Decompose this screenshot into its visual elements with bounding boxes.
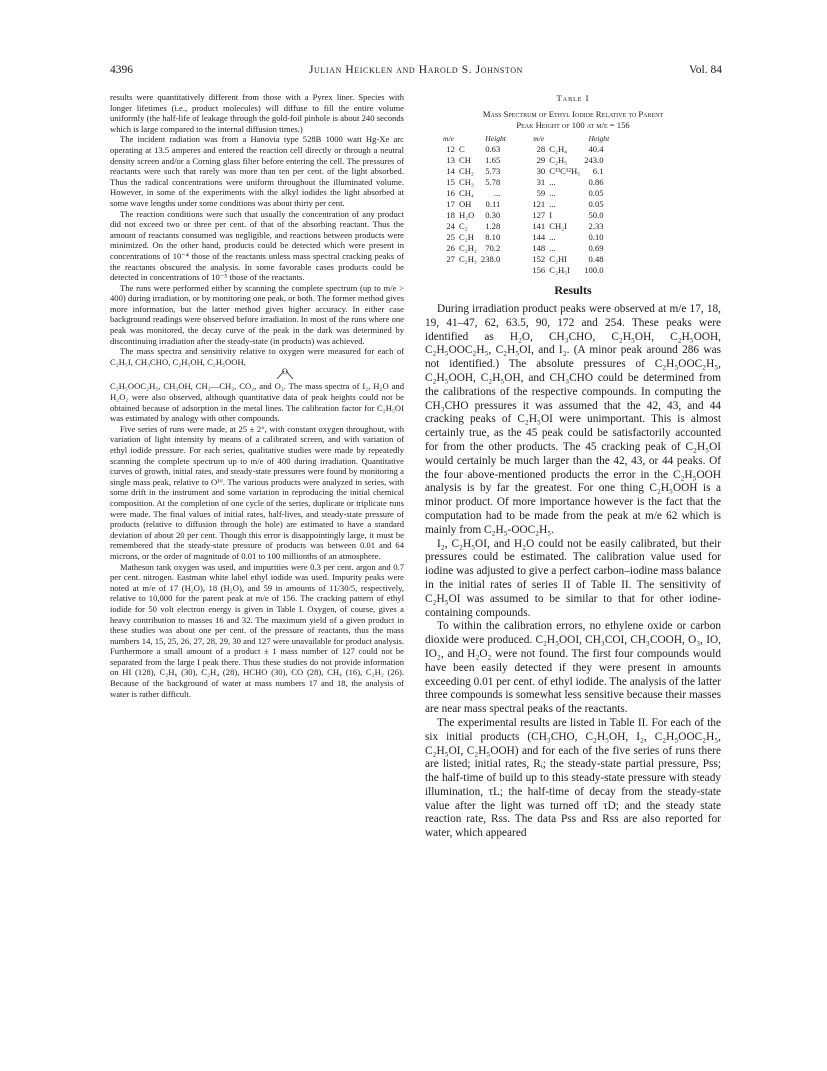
mass-number-cell: 30	[536, 166, 546, 176]
ion-cell: CH	[458, 155, 471, 165]
mass-number-cell: 148	[532, 243, 546, 253]
epoxide-ring-drawing	[110, 367, 404, 381]
ion-cell: ...	[549, 232, 556, 242]
column-header: m/e	[443, 134, 454, 143]
ion-cell	[457, 265, 479, 276]
column-gap	[512, 177, 530, 188]
column-gap	[512, 199, 530, 210]
ion-cell: C	[458, 144, 465, 154]
column-gap	[512, 144, 530, 155]
left-column	[110, 92, 404, 699]
table-caption	[425, 109, 721, 131]
section-heading: Results	[554, 283, 592, 297]
height-cell: 5.73	[485, 166, 501, 176]
height-cell: 100.0	[584, 265, 604, 275]
paragraph: The reaction conditions were such that usually the concentration of any product did not exceed two or three per cent. of that of the absorbing reactant. Thus the amount of reactants consumed was negligible, and reactions between products were minimized. On the other hand, products could be detected which were present in concentrations of 10⁻⁴ those of the reactants unless mass spectral cracking peaks of the reactants obscured the analysis. In some favorable cases products could be detected in concentrations of 10⁻⁵ those of the reactants.	[110, 208, 404, 283]
mass-number-cell: 25	[446, 232, 455, 242]
ion-cell: H₂O	[458, 210, 475, 220]
table-row	[440, 144, 616, 155]
table-row	[440, 188, 616, 199]
volume-label: Vol. 84	[688, 64, 722, 76]
ring-lines-icon	[255, 367, 315, 381]
ion-cell: C₂H₅I	[549, 265, 571, 275]
height-cell: 0.30	[485, 210, 501, 220]
mass-number-cell: 31	[536, 177, 546, 187]
mass-number-cell: 27	[446, 254, 455, 264]
mass-number-cell: 121	[532, 199, 546, 209]
column-header-spacer	[547, 134, 582, 144]
table-row	[440, 210, 616, 221]
running-title: Julian Heicklen and Harold S. Johnston	[308, 64, 524, 76]
mass-number-cell: 13	[446, 155, 455, 165]
column-gap	[512, 188, 530, 199]
height-cell: 1.28	[485, 221, 501, 231]
column-gap	[512, 232, 530, 243]
column-header-spacer	[457, 134, 479, 144]
ion-cell: CH₃	[458, 177, 474, 187]
paragraph: results were quantitatively different from those with a Pyrex liner. Species with longer lifetimes (i.e., product molecules) will diffuse to fill the entire volume uniformly (the half-life of leakage through the gold-foil pinhole is about 240 seconds which is large compared to the internal diffusion times.)	[110, 92, 404, 134]
table-row	[440, 199, 616, 210]
paragraph: Matheson tank oxygen was used, and impurities were 0.3 per cent. argon and 0.7 per cent. nitrogen. Eastman white label ethyl iodide was used. Impurity peaks were noted at m/e of 17 (H₂O), 18 (H₂O), and 59 in amounts of 11/30/5, respectively, relative to 10,000 for the parent peak at m/e of 156. The cracking pattern of ethyl iodide for 50 volt electron energy is given in Table I. Oxygen, of course, gives a heavy contribution to masses 16 and 32. The maximum yield of a given product in these studies was about one per cent. of the pressure of reactants, thus the mass numbers 14, 15, 25, 26, 27, 28, 29, 30 and 127 were unavailable for product analysis. Furthermore a small amount of a product ± 1 mass number of 127 could not be separated from the large I peak there. Thus these studies do not provide information on HI (128), C₂H₆ (30), C₂H₄ (28), HCHO (30), CO (28), CH₄ (16), C₂H₂ (26). Because of the background of water at mass numbers 17 and 18, the analysis of water is rather difficult.	[110, 561, 404, 699]
mass-number-cell: 152	[532, 254, 546, 264]
ion-cell: C₂	[458, 221, 468, 231]
paragraph: The runs were performed either by scanning the complete spectrum (up to m/e > 400) during irradiation, or by monitoring one peak, or both. The former method gives more information, but the latter method gives higher accuracy. In either case background readings were observed before irradiation. In most of the runs where one peak was monitored, the decay curve of the peak in the dark was determined by discontinuing irradiation after the steady-state (in products) was achieved.	[110, 282, 404, 346]
mass-number-cell: 141	[532, 221, 546, 231]
paragraph: The incident radiation was from a Hanovia type 528B 1000 watt Hg-Xe arc operating at 13.5 amperes and entered the reaction cell directly or through a neutral density screen and/or a Corning glass filter before entering the cell. The pressures of reactants were such that rarely was more than ten per cent. of the light absorbed. Thus the radical concentrations were uniform throughout the illuminated volume. However, in some of the experiments with the alkyl iodides the light absorbed at some wave lengths under some conditions was about thirty per cent.	[110, 134, 404, 208]
height-cell: 0.05	[588, 199, 604, 209]
ion-cell: ...	[549, 177, 556, 187]
height-cell: 0.63	[485, 144, 501, 154]
ion-cell: ...	[549, 188, 556, 198]
height-cell: 70.2	[485, 243, 501, 253]
table-row	[440, 232, 616, 243]
table-caption-line: Mass Spectrum of Ethyl Iodide Relative to Parent	[482, 109, 664, 119]
height-cell: 0.11	[485, 199, 501, 209]
table-title: Table I	[556, 93, 590, 103]
column-gap	[512, 210, 530, 221]
height-cell: 6.1	[592, 166, 604, 176]
column-gap	[512, 134, 530, 144]
height-cell: 0.48	[588, 254, 604, 264]
table-row	[440, 254, 616, 265]
height-cell: 8.10	[485, 232, 501, 242]
paragraph: The mass spectra and sensitivity relative to oxygen were measured for each of C₂H₅I, CH₃CHO, C₂H₅OH, C₂H₅OOH,	[110, 346, 404, 367]
table-row	[440, 265, 616, 276]
height-cell: 1.65	[485, 155, 501, 165]
ion-cell: CH₂I	[549, 221, 568, 231]
mass-number-cell: 144	[532, 232, 546, 242]
ion-cell: ...	[549, 243, 556, 253]
paragraph: I₂, C₂H₅OI, and H₂O could not be easily calibrated, but their pressures could be estimated. The calibration value used for iodine was adjusted to give a perfect carbon–iodine mass balance in the initial rates of series II of Table II. The sensitivity of C₂H₅OI was assumed to be similar to that for other iodine-containing compounds.	[425, 537, 721, 619]
column-gap	[512, 243, 530, 254]
results-body	[425, 303, 721, 841]
mass-number-cell: 14	[446, 166, 455, 176]
mass-number-cell: 15	[446, 177, 455, 187]
table-body	[440, 144, 616, 276]
table-row	[440, 177, 616, 188]
mass-number-cell: 16	[446, 188, 455, 198]
svg-text:O: O	[282, 367, 288, 377]
mass-number-cell: 17	[446, 199, 455, 209]
page-header	[110, 64, 722, 80]
height-cell: 0.10	[588, 232, 604, 242]
mass-number-cell: 127	[532, 210, 546, 220]
mass-number-cell: 28	[536, 144, 546, 154]
paragraph: During irradiation product peaks were observed at m/e 17, 18, 19, 41–47, 62, 63.5, 90, 172 and 254. These peaks were identified as H₂O, CH₃CHO, C₂H₅OH, C₂H₅OOH, C₂H₅OOC₂H₅, C₂H₅OI, and I₂. (A minor peak around 286 was not identified.) The absolute pressures of C₂H₅OOC₂H₅, C₂H₅OOH, C₂H₅OH, and CH₃CHO could be determined from the calibrations of the respective compounds. In computing the CH₃CHO pressures it was assumed that the 42, 43, and 44 cracking peaks of C₂H₅OI were unimportant. This is almost certainly true, as the 45 peak could be satisfactorily accounted for from the other products. The 45 cracking peak of C₂H₅OI would certainly be much larger than the 42, 43, or 44 peaks. Of the four above-mentioned products the error in the C₂H₅OOH analysis is by far the greatest. For one thing C₂H₅OOH is a minor product. Of more importance however is the fact that the computation had to be made from the peak at m/e 62 which is mainly from C₂H₅-OOC₂H₅.	[425, 303, 721, 536]
ion-cell: C₂H₃	[458, 254, 477, 264]
ion-cell: C₂H	[458, 232, 474, 242]
ion-cell: OH	[458, 199, 472, 209]
column-gap	[512, 254, 530, 265]
table-row	[440, 243, 616, 254]
height-cell: 2.33	[588, 221, 604, 231]
height-cell: 5.78	[485, 177, 501, 187]
table-header-row	[440, 134, 616, 144]
column-header: m/e	[533, 134, 545, 143]
ion-cell: C₂H₂	[458, 243, 477, 253]
height-cell	[479, 265, 512, 276]
mass-number-cell	[440, 265, 457, 276]
height-cell: 243.0	[584, 155, 604, 165]
paragraph: C₂H₅OOC₂H₅, CH₃OH, CH₂—CH₂, CO₂, and O₂. The mass spectra of I₂, H₂O and H₂O₂ were also observed, although quantitative data of peak heights could not be obtained because of adsorption in the metal lines. The calibration factor for C₂H₅OI was estimated by analogy with other compounds.	[110, 381, 404, 424]
mass-number-cell: 156	[532, 265, 546, 275]
table-row	[440, 155, 616, 166]
ion-cell: I	[549, 210, 553, 220]
right-column	[425, 92, 721, 841]
mass-number-cell: 26	[446, 243, 455, 253]
paragraph: Five series of runs were made, at 25 ± 2°, with constant oxygen throughout, with variation of light intensity by means of a calibrated screen, and with variation of ethyl iodide pressure. For each series, qualitative studies were made by repeatedly scanning the complete spectrum up to m/e of 400 during irradiation. Quantitative curves of growth, initial rates, and steady-state pressures were found by monitoring a single mass peak, relative to O¹⁶. The various products were analyzed in series, with some drift in the instrument and some variation in reproducing the initial chemical composition. At the completion of one cycle of the series, duplicate or triplicate runs were made. The final values of initial rates, half-lives, and steady-state pressure of products (relative to diffusion through the hole) are estimated to have a standard deviation of about 20 per cent. Though this error is disappointingly large, it must be remembered that the steady-state pressure of products was between 0.01 and 64 microns, or the order of magnitude of 0.01 to 100 millionths of an atmosphere.	[110, 423, 404, 561]
height-cell: 238.0	[480, 254, 501, 264]
mass-number-cell: 12	[446, 144, 455, 154]
ion-cell: C¹³C¹²H₅	[549, 166, 581, 176]
ion-cell: CH₂	[458, 166, 474, 176]
ion-cell: C₂H₄	[549, 144, 568, 154]
column-gap	[512, 166, 530, 177]
column-header: Height	[588, 134, 610, 143]
height-cell: 0.05	[588, 188, 604, 198]
ion-cell: CH₄	[458, 188, 474, 198]
table-caption-line: Peak Height of 100 at m/e = 156	[516, 120, 630, 130]
mass-spectrum-table	[440, 134, 616, 276]
height-cell: 50.0	[588, 210, 604, 220]
column-header: Height	[485, 134, 506, 143]
column-gap	[512, 265, 530, 276]
column-gap	[512, 155, 530, 166]
height-cell: 0.86	[588, 177, 604, 187]
paragraph: To within the calibration errors, no ethylene oxide or carbon dioxide were produced. C₂H₅OOI, CH₃COI, CH₃COOH, O₃, IO, IO₂, and H₂O₂ were not found. The first four compounds would have been easily detected if they were present in amounts exceeding 0.01 per cent. of ethyl iodide. The analysis of the latter three compounds is somewhat less sensitive because their masses are near mass spectral peaks of the reactants.	[425, 620, 721, 716]
ion-cell: C₂H₅	[549, 155, 568, 165]
mass-number-cell: 24	[446, 221, 455, 231]
mass-number-cell: 29	[536, 155, 546, 165]
height-cell: 0.69	[588, 243, 604, 253]
table-row	[440, 221, 616, 232]
ion-cell: ...	[549, 199, 556, 209]
table-row	[440, 166, 616, 177]
column-gap	[512, 221, 530, 232]
height-cell: 40.4	[588, 144, 604, 154]
page-number: 4396	[110, 64, 133, 76]
height-cell: ...	[493, 188, 501, 198]
paragraph: The experimental results are listed in Table II. For each of the six initial products (CH₃CHO, C₂H₅OH, I₂, C₂H₅OOC₂H₅, C₂H₅OI, C₂H₅OOH) and for each of the five series of runs there are listed; initial rates, Rᵢ; the steady-state partial pressure, Pss; the half-time of build up to this steady-state pressure with steady illumination, τL; the half-time of decay from the steady-state value after the light was turned off τD; and the steady state reaction rate, Rss. The data Pss and Rss are also reported for water, which appeared	[425, 716, 721, 840]
mass-number-cell: 59	[536, 188, 546, 198]
mass-number-cell: 18	[446, 210, 455, 220]
ion-cell: C₂HI	[549, 254, 568, 264]
